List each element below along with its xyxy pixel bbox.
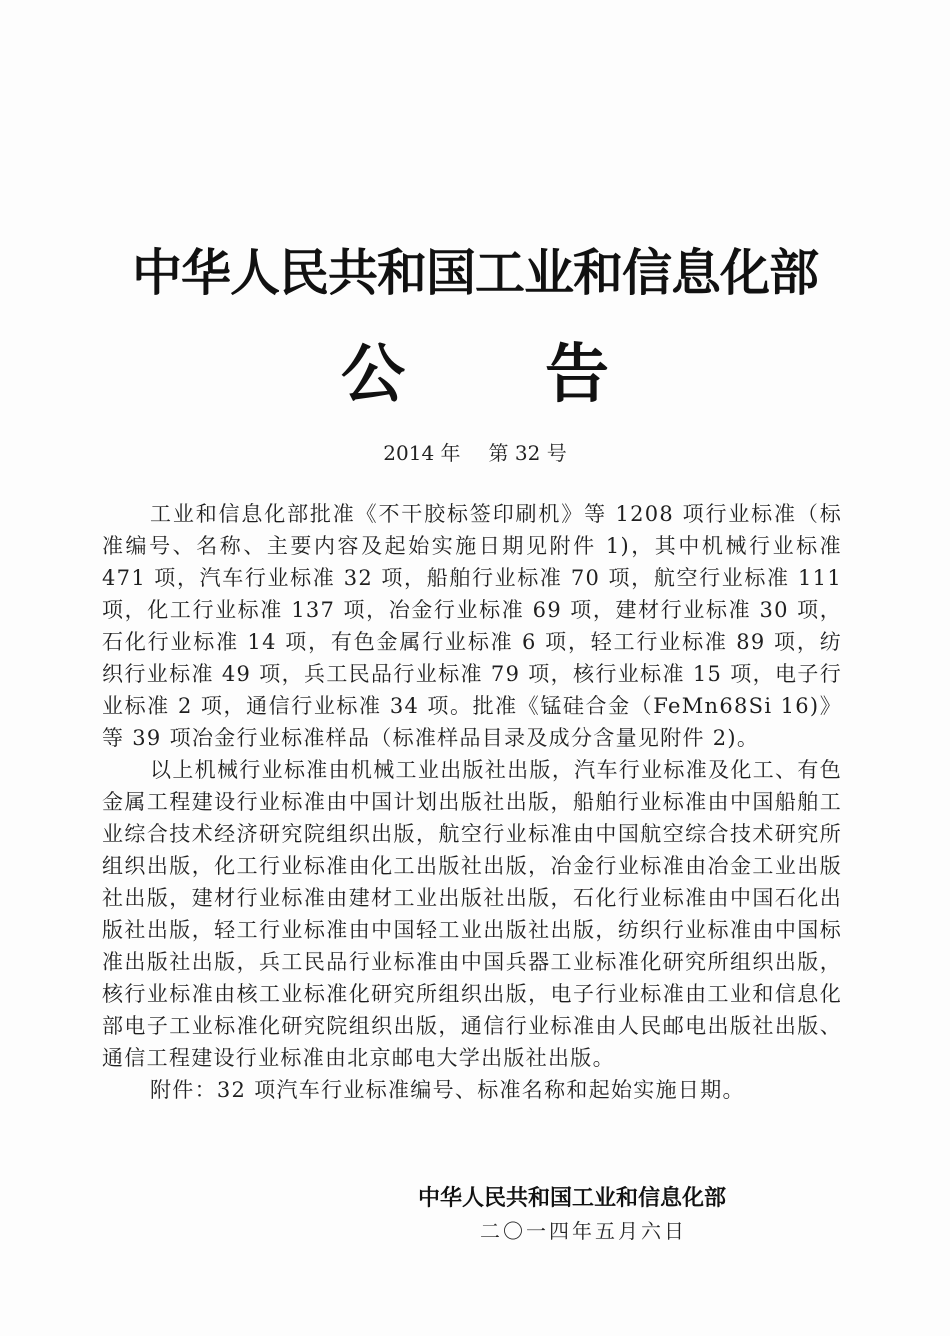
- notice-title-char-1: 公: [341, 338, 405, 412]
- notice-body: [102, 498, 842, 1106]
- issue-number: 第 32 号: [488, 441, 567, 465]
- notice-title: [0, 335, 950, 415]
- issue-number-line: [0, 438, 950, 468]
- issue-year: 2014 年: [383, 441, 461, 465]
- signature-organization: 中华人民共和国工业和信息化部: [418, 1186, 727, 1211]
- notice-title-char-2: 告: [545, 338, 609, 412]
- body-paragraph-2: 以上机械行业标准由机械工业出版社出版，汽车行业标准及化工、有色金属工程建设行业标准由中国计划出版社出版，船舶行业标准由中国船舶工业综合技术经济研究院组织出版，航空行业标准由中国航空综合技术研究所组织出版，化工行业标准由化工出版社出版，冶金行业标准由冶金工业出版社出版，建材行业标准由建材工业出版社出版，石化行业标准由中国石化出版社出版，轻工行业标准由中国轻工业出版社出版，纺织行业标准由中国标准出版社出版，兵工民品行业标准由中国兵器工业标准化研究所组织出版，核行业标准由核工业标准化研究所组织出版，电子行业标准由工业和信息化部电子工业标准化研究院组织出版，通信行业标准由人民邮电出版社出版、通信工程建设行业标准由北京邮电大学出版社出版。: [102, 758, 842, 1070]
- signature-date: 二〇一四年五月六日: [480, 1219, 687, 1243]
- attachment-line: 附件：32 项汽车行业标准编号、标准名称和起始实施日期。: [150, 1078, 745, 1102]
- ministry-title: 中华人民共和国工业和信息化部: [132, 244, 818, 302]
- body-paragraph-1: 工业和信息化部批准《不干胶标签印刷机》等 1208 项行业标准（标准编号、名称、主要内容及起始实施日期见附件 1)，其中机械行业标准 471 项，汽车行业标准 32 项，船舶行业标准 70 项，航空行业标准 111 项，化工行业标准 137 项，冶金行业标准 69 项，建材行业标准 30 项，石化行业标准 14 项，有色金属行业标准 6 项，轻工行业标准 89 项，纺织行业标准 49 项，兵工民品行业标准 79 项，核行业标准 15 项，电子行业标准 2 项，通信行业标准 34 项。批准《锰硅合金（FeMn68Si 16)》等 39 项冶金行业标准样品（标准样品目录及成分含量见附件 2)。: [102, 502, 842, 750]
